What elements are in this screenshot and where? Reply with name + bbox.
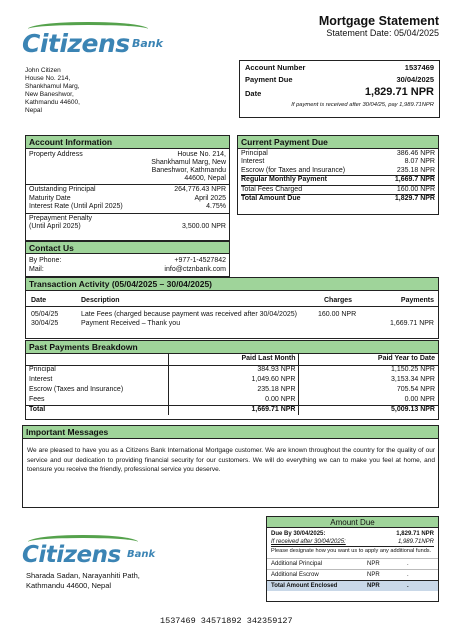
customer-line: Kathmandu 44600, — [25, 99, 80, 106]
logo-name: Citizens — [22, 29, 130, 58]
payment-value: 160.00 NPR — [396, 185, 435, 193]
account-number-value: 1537469 — [404, 63, 434, 72]
mail-label: Mail: — [29, 266, 44, 273]
payment-row — [241, 150, 435, 158]
payment-value: 8.07 NPR — [404, 158, 435, 166]
col-payments: Payments — [400, 297, 434, 304]
info-label: Interest Rate (Until April 2025) — [29, 203, 123, 210]
current-payment-box — [237, 135, 439, 215]
logo-bank: Bank — [127, 549, 156, 560]
col-paid-year-to-date: Paid Year to Date — [298, 354, 438, 365]
payment-label: Escrow (for Taxes and Insurance) — [241, 166, 346, 174]
payment-value: 386.46 NPR — [396, 150, 435, 157]
amount-due-header: Amount Due — [267, 517, 438, 528]
current-payment-header: Current Payment Due — [238, 136, 438, 149]
property-line: House No. 214, — [177, 151, 226, 158]
info-value: 4.75% — [206, 203, 226, 210]
payment-row — [241, 185, 435, 194]
past-label: Fees — [29, 395, 45, 403]
due-by-value: 1,829.71 NPR — [396, 531, 434, 537]
payment-label: Total Amount Due — [241, 195, 301, 203]
account-info-box — [25, 135, 230, 241]
account-info-header: Account Information — [26, 136, 229, 149]
past-year: 0.00 NPR — [298, 395, 438, 405]
past-payments-header: Past Payments Breakdown — [26, 341, 438, 354]
contact-header: Contact Us — [26, 241, 229, 254]
transaction-row — [26, 309, 438, 319]
customer-address — [25, 67, 80, 115]
row-currency: NPR — [367, 582, 380, 589]
row-currency: NPR — [367, 571, 380, 578]
contact-box — [25, 241, 230, 277]
tx-charges: 160.00 NPR — [318, 311, 357, 318]
row-currency: NPR — [367, 560, 380, 567]
col-date: Date — [31, 297, 47, 304]
customer-line: Nepal — [25, 107, 42, 114]
row-input[interactable]: . — [407, 560, 409, 567]
account-number-label: Account Number — [245, 63, 306, 72]
bank-logo — [22, 20, 182, 60]
past-label: Total — [29, 406, 46, 414]
past-row-total — [26, 405, 438, 415]
past-row — [26, 375, 438, 385]
col-paid-last-month: Paid Last Month — [168, 354, 298, 365]
row-input[interactable]: . — [407, 582, 409, 589]
past-label: Escrow (Taxes and Insurance) — [29, 385, 124, 393]
tx-date: 30/04/25 — [31, 320, 59, 327]
page-title: Mortgage Statement — [318, 14, 439, 28]
past-label: Principal — [29, 366, 56, 374]
payment-value: 235.18 NPR — [396, 166, 435, 174]
row-label: Total Amount Enclosed — [271, 582, 338, 589]
info-value: April 2025 — [194, 194, 226, 202]
info-label: Outstanding Principal — [29, 186, 96, 193]
payment-row — [241, 158, 435, 166]
phone-label: By Phone: — [29, 257, 62, 264]
payment-label: Total Fees Charged — [241, 185, 303, 193]
summary-box — [239, 60, 440, 118]
mail-value[interactable]: info@ctznbank.com — [164, 266, 226, 273]
transaction-header: Transaction Activity (05/04/2025 – 30/04/2025) — [26, 278, 438, 291]
footer-address — [26, 571, 140, 590]
transaction-row — [26, 319, 438, 329]
payment-row — [241, 167, 435, 175]
apply-funds-instruction: Please designate how you want us to apply any additional funds. — [271, 548, 432, 554]
messages-header: Important Messages — [23, 426, 438, 439]
footer-logo — [22, 533, 182, 571]
property-line: 44600, Nepal — [184, 175, 226, 182]
total-enclosed-row[interactable] — [267, 580, 438, 591]
property-address-value — [151, 151, 226, 183]
due-by-label: Due By 30/04/2025: — [271, 531, 326, 537]
col-charges: Charges — [324, 297, 353, 304]
date-label: Date — [245, 89, 262, 99]
past-label: Interest — [29, 375, 53, 383]
messages-box — [22, 425, 439, 508]
payment-row — [241, 194, 435, 203]
payment-value: 1,669.7 NPR — [394, 176, 435, 184]
info-label: Maturity Date — [29, 194, 71, 202]
past-row — [26, 395, 438, 405]
late-value: 1,989.71NPR — [397, 539, 434, 545]
tx-description: Payment Received – Thank you — [81, 320, 181, 327]
tx-payments: 1,669.71 NPR — [390, 320, 434, 327]
past-row — [26, 385, 438, 395]
penalty-period: (Until April 2025) — [29, 223, 81, 230]
late-payment-note: If payment is received after 30/04/25, pay 1,989.71NPR — [291, 101, 434, 108]
past-last: 0.00 NPR — [168, 395, 298, 405]
customer-line: Shankhamul Marg, — [25, 83, 80, 90]
tx-date: 05/04/25 — [31, 311, 59, 318]
payment-due-label: Payment Due — [245, 74, 293, 84]
past-row — [26, 365, 438, 375]
additional-funds-rows — [267, 558, 438, 591]
payment-row — [241, 175, 435, 184]
footer-address-line: Sharada Sadan, Narayanhiti Path, — [26, 571, 140, 580]
row-label: Additional Escrow — [271, 571, 319, 578]
late-label: If received after 30/04/2025: — [271, 539, 346, 545]
col-description: Description — [81, 297, 120, 304]
past-year: 3,153.34 NPR — [298, 375, 438, 385]
additional-escrow-row[interactable] — [267, 569, 438, 580]
past-last: 1,049.60 NPR — [168, 375, 298, 385]
phone-value[interactable]: +977-1-4527842 — [174, 257, 226, 264]
row-label: Additional Principal — [271, 560, 323, 567]
penalty-value: 3,500.00 NPR — [182, 223, 226, 230]
info-value: 264,776.43 NPR — [174, 186, 226, 193]
payment-value: 1,829.7 NPR — [394, 195, 435, 203]
messages-body: We are pleased to have you as a Citizens Bank International Mortgage customer. We are known throughout the country for the quality of our service and our dedication to providing financial security for our customers. We will do everything we can to make you feel at home, and toensure you receive the friendly, professional service you deserve. — [27, 447, 435, 473]
amount-value: 1,829.71 NPR — [364, 86, 434, 99]
customer-line: John Citizen — [25, 67, 61, 74]
transaction-columns — [26, 291, 438, 307]
past-year: 705.54 NPR — [298, 385, 438, 395]
past-last: 235.18 NPR — [168, 385, 298, 395]
additional-principal-row[interactable] — [267, 558, 438, 569]
penalty-label: Prepayment Penalty — [29, 214, 93, 222]
payment-label: Interest — [241, 158, 265, 166]
logo-bank: Bank — [132, 37, 163, 50]
footer-address-line: Kathmandu 44600, Nepal — [26, 580, 112, 590]
tx-description: Late Fees (charged because payment was received after 30/04/2025) — [81, 311, 297, 318]
payment-due-value: 30/04/2025 — [396, 74, 434, 84]
past-payments-table — [26, 354, 438, 415]
past-year: 1,150.25 NPR — [298, 365, 438, 375]
customer-line: New Baneshwor, — [25, 91, 74, 98]
row-input[interactable]: . — [407, 571, 409, 578]
property-line: Shankhamul Marg, New — [151, 159, 226, 166]
amount-due-box — [266, 516, 439, 602]
transaction-box — [25, 277, 439, 339]
property-address-label: Property Address — [29, 151, 83, 158]
statement-date: Statement Date: 05/04/2025 — [326, 28, 439, 39]
past-payments-box — [25, 340, 439, 420]
past-last: 1,669.71 NPR — [168, 405, 298, 415]
property-line: Baneshwor, Kathmandu — [151, 167, 226, 174]
logo-name: Citizens — [22, 542, 121, 568]
payment-label: Principal — [241, 150, 268, 157]
past-last: 384.93 NPR — [168, 365, 298, 375]
past-year: 5,009.13 NPR — [298, 405, 438, 415]
payment-label: Regular Monthly Payment — [241, 176, 327, 184]
customer-line: House No. 214, — [25, 75, 71, 82]
barcode-number: 1537469 34571892 342359127 — [160, 616, 293, 626]
